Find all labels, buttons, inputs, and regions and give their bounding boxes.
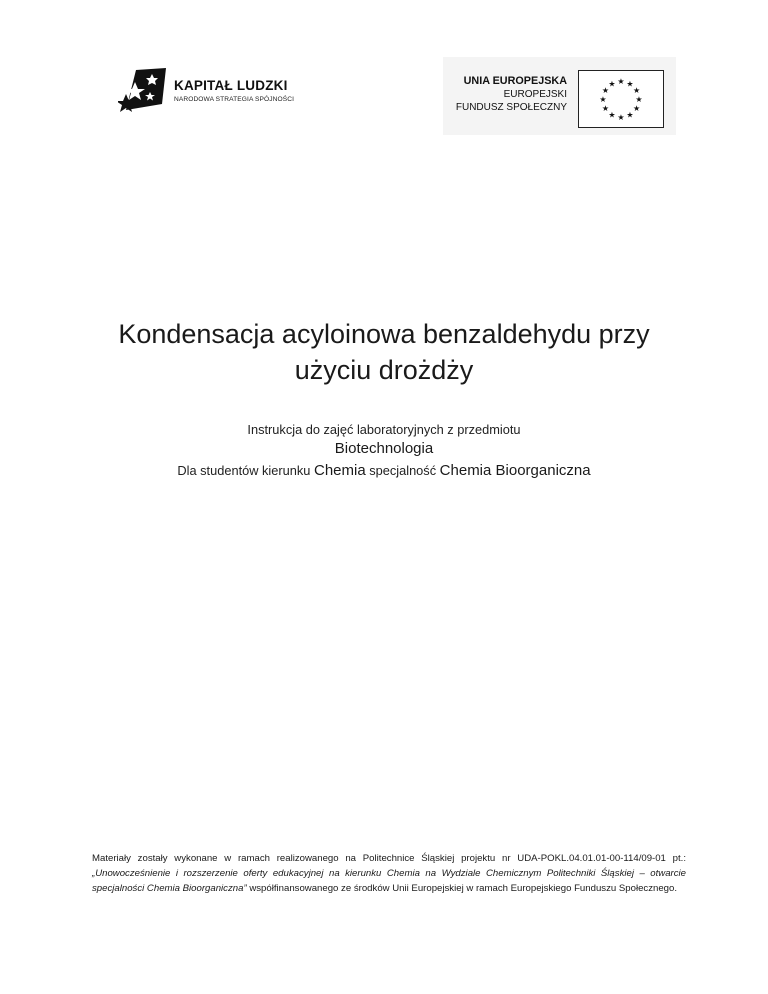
document-title-line-1: Kondensacja acyloinowa benzaldehydu przy [118, 319, 650, 349]
eu-star-icon: ★ [608, 110, 616, 120]
eu-star-icon: ★ [633, 86, 641, 95]
field-of-study: Chemia [313, 462, 366, 479]
document-title [0, 316, 768, 388]
students-line [0, 462, 768, 479]
funding-note [92, 851, 686, 896]
eu-star-icon: ★ [633, 104, 641, 113]
project-title: „Unowocześnienie i rozszerzenie oferty edukacyjnej na kierunku Chemia na Wydziale Chemicznym Politechniki Śląskiej – otwarcie specjalności Chemia Bioorganiczna” [92, 868, 686, 894]
unia-europejska-logo [443, 57, 676, 135]
kapital-ludzki-logo [118, 64, 318, 114]
specialty-name: Chemia Bioorganiczna [439, 462, 591, 479]
funding-note-part-1: Materiały zostały wykonane w ramach realizowanego na Politechnice Śląskiej projektu nr UDA-POKL.04.01.01-00-114/09-01 pt.: [92, 853, 686, 864]
eu-star-icon: ★ [601, 86, 609, 95]
eu-star-icon: ★ [608, 79, 616, 89]
eu-star-icon: ★ [626, 79, 634, 89]
ue-line-3: FUNDUSZ SPOŁECZNY [455, 102, 567, 113]
funding-note-part-2: współfinansowanego ze środków Unii Europejskiej w ramach Europejskiego Funduszu Społecznego. [246, 883, 678, 894]
subject-name: Biotechnologia [334, 440, 434, 457]
eu-star-icon: ★ [617, 113, 625, 122]
kapital-ludzki-subtitle: NARODOWA STRATEGIA SPÓJNOŚCI [174, 96, 295, 103]
kapital-ludzki-emblem-icon [118, 64, 172, 114]
students-prefix: Dla studentów kierunku [177, 463, 311, 478]
eu-star-icon: ★ [617, 77, 625, 86]
unia-europejska-text [443, 75, 567, 114]
eu-star-icon: ★ [601, 104, 609, 113]
eu-star-icon: ★ [599, 95, 607, 104]
instruction-intro: Instrukcja do zajęć laboratoryjnych z przedmiotu [247, 422, 521, 437]
ue-line-1: UNIA EUROPEJSKA [463, 75, 567, 87]
ue-line-2: EUROPEJSKI [503, 89, 567, 100]
document-title-line-2: użyciu drożdży [294, 355, 474, 385]
eu-flag-icon [578, 70, 664, 128]
specialty-label: specjalność [369, 463, 437, 478]
kapital-ludzki-title: KAPITAŁ LUDZKI [174, 78, 288, 93]
eu-star-icon: ★ [635, 95, 643, 104]
eu-star-icon: ★ [626, 110, 634, 120]
